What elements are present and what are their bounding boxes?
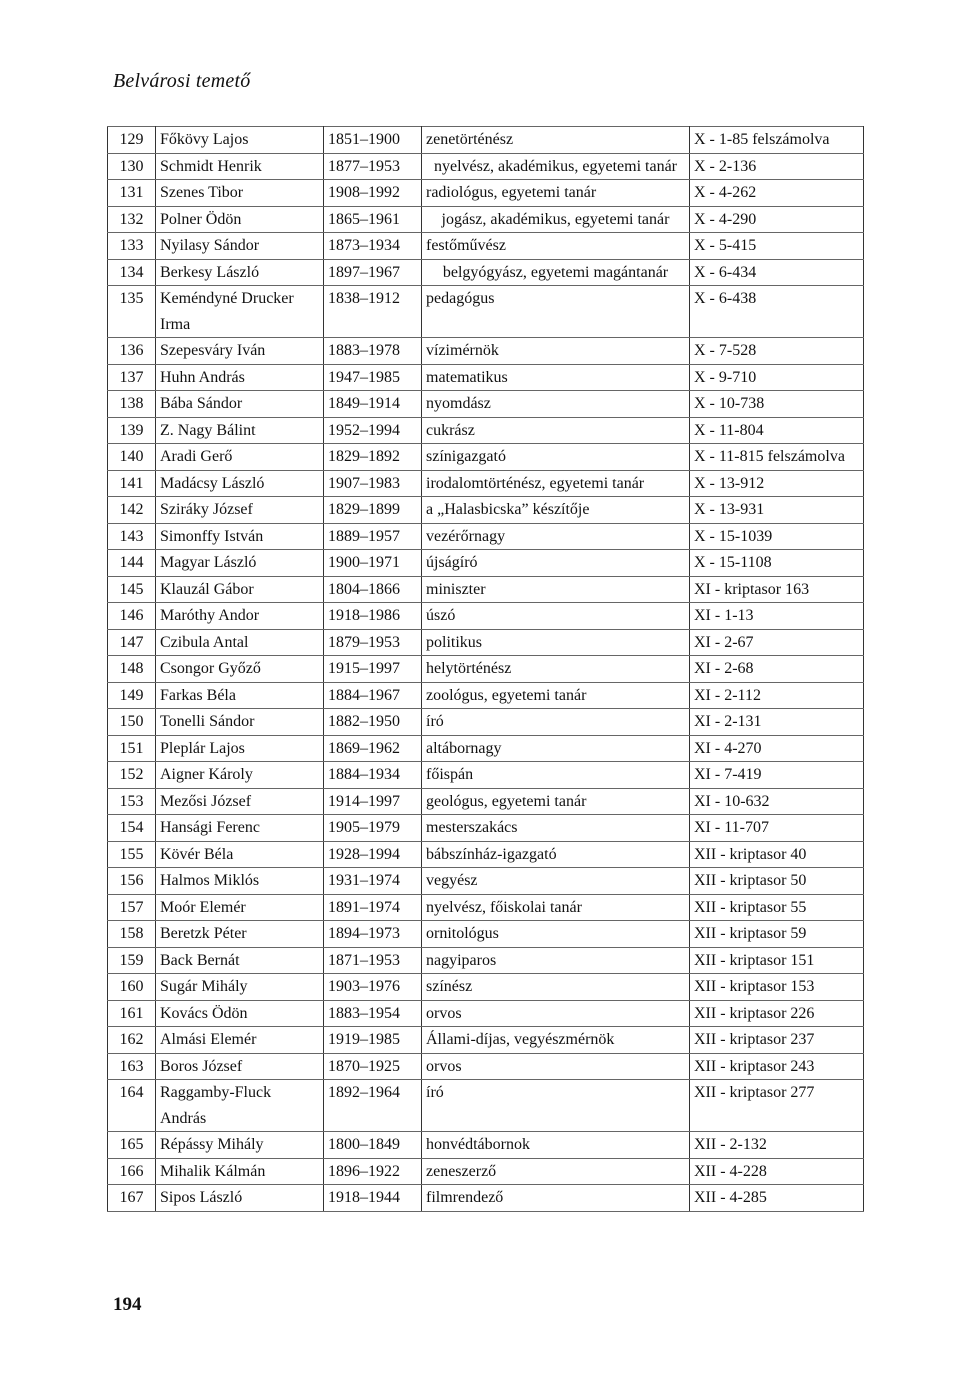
table-row [108, 682, 864, 709]
row-name: Aradi Gerő [156, 444, 324, 471]
row-name: Szenes Tibor [156, 180, 324, 207]
row-grave: XII - kriptasor 237 [690, 1027, 864, 1054]
row-occupation: vízimérnök [422, 338, 690, 365]
row-name: Pleplár Lajos [156, 735, 324, 762]
row-grave: XI - 10-632 [690, 788, 864, 815]
row-years: 1884–1967 [324, 682, 422, 709]
row-number: 158 [108, 921, 156, 948]
row-number: 166 [108, 1158, 156, 1185]
row-occupation: nagyiparos [422, 947, 690, 974]
table-row [108, 1000, 864, 1027]
row-grave: X - 15-1108 [690, 550, 864, 577]
row-grave: XII - kriptasor 226 [690, 1000, 864, 1027]
table-row [108, 259, 864, 286]
row-occupation: nyomdász [422, 391, 690, 418]
table-row [108, 206, 864, 233]
row-years: 1891–1974 [324, 894, 422, 921]
row-name: Farkas Béla [156, 682, 324, 709]
table-row [108, 576, 864, 603]
row-name: Maróthy Andor [156, 603, 324, 630]
row-occupation: festőművész [422, 233, 690, 260]
row-number: 162 [108, 1027, 156, 1054]
row-number: 152 [108, 762, 156, 789]
row-occupation: a „Halasbicska” készítője [422, 497, 690, 524]
row-number: 155 [108, 841, 156, 868]
row-occupation: úszó [422, 603, 690, 630]
row-years: 1894–1973 [324, 921, 422, 948]
row-occupation: cukrász [422, 417, 690, 444]
row-grave: XI - 11-707 [690, 815, 864, 842]
row-name: Back Bernát [156, 947, 324, 974]
row-years: 1919–1985 [324, 1027, 422, 1054]
row-occupation: színész [422, 974, 690, 1001]
table-row [108, 127, 864, 154]
row-years: 1928–1994 [324, 841, 422, 868]
row-grave: XII - kriptasor 153 [690, 974, 864, 1001]
row-name: Z. Nagy Bálint [156, 417, 324, 444]
row-years: 1877–1953 [324, 153, 422, 180]
row-number: 148 [108, 656, 156, 683]
row-number: 164 [108, 1080, 156, 1132]
row-occupation: vegyész [422, 868, 690, 895]
row-occupation: irodalomtörténész, egyetemi tanár [422, 470, 690, 497]
table-row [108, 656, 864, 683]
row-name: Nyilasy Sándor [156, 233, 324, 260]
row-occupation: Állami-díjas, vegyészmérnök [422, 1027, 690, 1054]
row-years: 1900–1971 [324, 550, 422, 577]
row-occupation: pedagógus [422, 286, 690, 338]
table-row [108, 470, 864, 497]
row-years: 1871–1953 [324, 947, 422, 974]
row-years: 1883–1978 [324, 338, 422, 365]
row-grave: XII - 4-228 [690, 1158, 864, 1185]
row-years: 1903–1976 [324, 974, 422, 1001]
table-row [108, 629, 864, 656]
table-row [108, 523, 864, 550]
table-row [108, 788, 864, 815]
table-row [108, 894, 864, 921]
row-number: 167 [108, 1185, 156, 1212]
row-name: Polner Ödön [156, 206, 324, 233]
table-row [108, 338, 864, 365]
row-number: 137 [108, 364, 156, 391]
row-grave: XII - kriptasor 59 [690, 921, 864, 948]
row-years: 1915–1997 [324, 656, 422, 683]
row-name: Berkesy László [156, 259, 324, 286]
row-number: 135 [108, 286, 156, 338]
row-number: 138 [108, 391, 156, 418]
row-name: Schmidt Henrik [156, 153, 324, 180]
row-number: 136 [108, 338, 156, 365]
row-grave: X - 15-1039 [690, 523, 864, 550]
row-years: 1838–1912 [324, 286, 422, 338]
burial-table [107, 126, 864, 1212]
table-row [108, 1132, 864, 1159]
row-grave: XI - 7-419 [690, 762, 864, 789]
row-name: Kovács Ödön [156, 1000, 324, 1027]
burial-table-body [108, 127, 864, 1212]
row-number: 139 [108, 417, 156, 444]
row-number: 149 [108, 682, 156, 709]
row-occupation: orvos [422, 1000, 690, 1027]
row-name: Kövér Béla [156, 841, 324, 868]
table-row [108, 762, 864, 789]
row-name: Aigner Károly [156, 762, 324, 789]
row-grave: X - 5-415 [690, 233, 864, 260]
table-row [108, 286, 864, 338]
row-occupation: honvédtábornok [422, 1132, 690, 1159]
row-occupation: színigazgató [422, 444, 690, 471]
row-name: Sipos László [156, 1185, 324, 1212]
row-number: 165 [108, 1132, 156, 1159]
row-name: Tonelli Sándor [156, 709, 324, 736]
table-row [108, 444, 864, 471]
row-number: 132 [108, 206, 156, 233]
row-name: Keméndyné Drucker Irma [156, 286, 324, 338]
row-years: 1896–1922 [324, 1158, 422, 1185]
table-row [108, 550, 864, 577]
row-number: 156 [108, 868, 156, 895]
row-years: 1918–1944 [324, 1185, 422, 1212]
row-years: 1914–1997 [324, 788, 422, 815]
row-grave: XII - kriptasor 40 [690, 841, 864, 868]
table-row [108, 947, 864, 974]
table-row [108, 1185, 864, 1212]
row-grave: XI - 2-67 [690, 629, 864, 656]
row-number: 159 [108, 947, 156, 974]
row-grave: X - 10-738 [690, 391, 864, 418]
table-row [108, 497, 864, 524]
row-years: 1829–1892 [324, 444, 422, 471]
row-grave: X - 1-85 felszámolva [690, 127, 864, 154]
row-occupation: ornitológus [422, 921, 690, 948]
row-number: 142 [108, 497, 156, 524]
row-grave: X - 6-434 [690, 259, 864, 286]
row-name: Boros József [156, 1053, 324, 1080]
row-occupation: főispán [422, 762, 690, 789]
row-name: Beretzk Péter [156, 921, 324, 948]
page-number: 194 [113, 1294, 142, 1315]
row-grave: X - 4-290 [690, 206, 864, 233]
row-occupation: helytörténész [422, 656, 690, 683]
row-name: Sziráky József [156, 497, 324, 524]
row-years: 1882–1950 [324, 709, 422, 736]
row-occupation: mesterszakács [422, 815, 690, 842]
row-occupation: zeneszerző [422, 1158, 690, 1185]
table-row [108, 1027, 864, 1054]
table-row [108, 735, 864, 762]
row-grave: X - 11-804 [690, 417, 864, 444]
row-number: 133 [108, 233, 156, 260]
row-grave: XI - 1-13 [690, 603, 864, 630]
row-grave: X - 4-262 [690, 180, 864, 207]
row-number: 151 [108, 735, 156, 762]
row-years: 1931–1974 [324, 868, 422, 895]
row-number: 147 [108, 629, 156, 656]
row-grave: XI - 2-68 [690, 656, 864, 683]
table-row [108, 180, 864, 207]
row-number: 161 [108, 1000, 156, 1027]
row-grave: XII - kriptasor 151 [690, 947, 864, 974]
row-number: 140 [108, 444, 156, 471]
row-years: 1873–1934 [324, 233, 422, 260]
row-occupation: zenetörténész [422, 127, 690, 154]
row-occupation: matematikus [422, 364, 690, 391]
row-occupation: filmrendező [422, 1185, 690, 1212]
table-row [108, 364, 864, 391]
table-row [108, 417, 864, 444]
row-name: Madácsy László [156, 470, 324, 497]
row-years: 1829–1899 [324, 497, 422, 524]
row-grave: X - 13-912 [690, 470, 864, 497]
table-row [108, 709, 864, 736]
table-row [108, 233, 864, 260]
row-years: 1870–1925 [324, 1053, 422, 1080]
row-occupation: nyelvész, akadémikus, egyetemi tanár [422, 153, 690, 180]
table-row [108, 603, 864, 630]
row-number: 134 [108, 259, 156, 286]
row-number: 130 [108, 153, 156, 180]
row-name: Moór Elemér [156, 894, 324, 921]
row-grave: XI - 2-112 [690, 682, 864, 709]
row-grave: X - 7-528 [690, 338, 864, 365]
row-number: 144 [108, 550, 156, 577]
row-years: 1907–1983 [324, 470, 422, 497]
row-name: Mezősi József [156, 788, 324, 815]
row-name: Szepesváry Iván [156, 338, 324, 365]
row-occupation: író [422, 709, 690, 736]
row-years: 1897–1967 [324, 259, 422, 286]
row-years: 1905–1979 [324, 815, 422, 842]
table-row [108, 974, 864, 1001]
row-years: 1879–1953 [324, 629, 422, 656]
row-grave: XII - kriptasor 277 [690, 1080, 864, 1132]
row-grave: XII - kriptasor 55 [690, 894, 864, 921]
row-years: 1883–1954 [324, 1000, 422, 1027]
row-name: Hansági Ferenc [156, 815, 324, 842]
row-years: 1869–1962 [324, 735, 422, 762]
row-number: 143 [108, 523, 156, 550]
row-name: Mihalik Kálmán [156, 1158, 324, 1185]
row-grave: X - 9-710 [690, 364, 864, 391]
row-years: 1908–1992 [324, 180, 422, 207]
row-name: Főkövy Lajos [156, 127, 324, 154]
table-row [108, 391, 864, 418]
row-occupation: író [422, 1080, 690, 1132]
row-grave: XI - 4-270 [690, 735, 864, 762]
row-name: Raggamby-Fluck András [156, 1080, 324, 1132]
row-years: 1889–1957 [324, 523, 422, 550]
row-name: Halmos Miklós [156, 868, 324, 895]
row-number: 153 [108, 788, 156, 815]
row-occupation: bábszínház-igazgató [422, 841, 690, 868]
row-name: Huhn András [156, 364, 324, 391]
row-grave: XII - kriptasor 243 [690, 1053, 864, 1080]
row-name: Sugár Mihály [156, 974, 324, 1001]
row-name: Csongor Győző [156, 656, 324, 683]
row-name: Répássy Mihály [156, 1132, 324, 1159]
row-years: 1804–1866 [324, 576, 422, 603]
row-occupation: jogász, akadémikus, egyetemi tanár [422, 206, 690, 233]
row-years: 1947–1985 [324, 364, 422, 391]
row-years: 1884–1934 [324, 762, 422, 789]
row-years: 1918–1986 [324, 603, 422, 630]
row-name: Czibula Antal [156, 629, 324, 656]
row-number: 160 [108, 974, 156, 1001]
row-years: 1851–1900 [324, 127, 422, 154]
row-name: Klauzál Gábor [156, 576, 324, 603]
table-row [108, 1158, 864, 1185]
row-grave: X - 2-136 [690, 153, 864, 180]
row-occupation: orvos [422, 1053, 690, 1080]
table-row [108, 1080, 864, 1132]
row-occupation: nyelvész, főiskolai tanár [422, 894, 690, 921]
row-occupation: geológus, egyetemi tanár [422, 788, 690, 815]
table-row [108, 1053, 864, 1080]
row-number: 163 [108, 1053, 156, 1080]
row-years: 1865–1961 [324, 206, 422, 233]
row-name: Magyar László [156, 550, 324, 577]
row-number: 157 [108, 894, 156, 921]
row-occupation: altábornagy [422, 735, 690, 762]
row-number: 145 [108, 576, 156, 603]
row-grave: XI - 2-131 [690, 709, 864, 736]
row-grave: X - 11-815 felszámolva [690, 444, 864, 471]
table-row [108, 868, 864, 895]
row-years: 1849–1914 [324, 391, 422, 418]
row-occupation: vezérőrnagy [422, 523, 690, 550]
row-name: Almási Elemér [156, 1027, 324, 1054]
row-occupation: radiológus, egyetemi tanár [422, 180, 690, 207]
row-number: 131 [108, 180, 156, 207]
table-row [108, 153, 864, 180]
row-number: 141 [108, 470, 156, 497]
row-occupation: miniszter [422, 576, 690, 603]
row-number: 146 [108, 603, 156, 630]
row-years: 1952–1994 [324, 417, 422, 444]
page-header-title: Belvárosi temető [113, 70, 251, 92]
row-years: 1892–1964 [324, 1080, 422, 1132]
table-row [108, 921, 864, 948]
row-occupation: zoológus, egyetemi tanár [422, 682, 690, 709]
row-number: 129 [108, 127, 156, 154]
row-grave: X - 6-438 [690, 286, 864, 338]
row-name: Simonffy István [156, 523, 324, 550]
row-grave: XII - 4-285 [690, 1185, 864, 1212]
table-row [108, 815, 864, 842]
row-number: 154 [108, 815, 156, 842]
row-grave: XII - 2-132 [690, 1132, 864, 1159]
row-grave: XI - kriptasor 163 [690, 576, 864, 603]
row-grave: X - 13-931 [690, 497, 864, 524]
row-occupation: politikus [422, 629, 690, 656]
row-name: Bába Sándor [156, 391, 324, 418]
row-occupation: újságíró [422, 550, 690, 577]
row-number: 150 [108, 709, 156, 736]
table-row [108, 841, 864, 868]
row-grave: XII - kriptasor 50 [690, 868, 864, 895]
row-occupation: belgyógyász, egyetemi magántanár [422, 259, 690, 286]
row-years: 1800–1849 [324, 1132, 422, 1159]
